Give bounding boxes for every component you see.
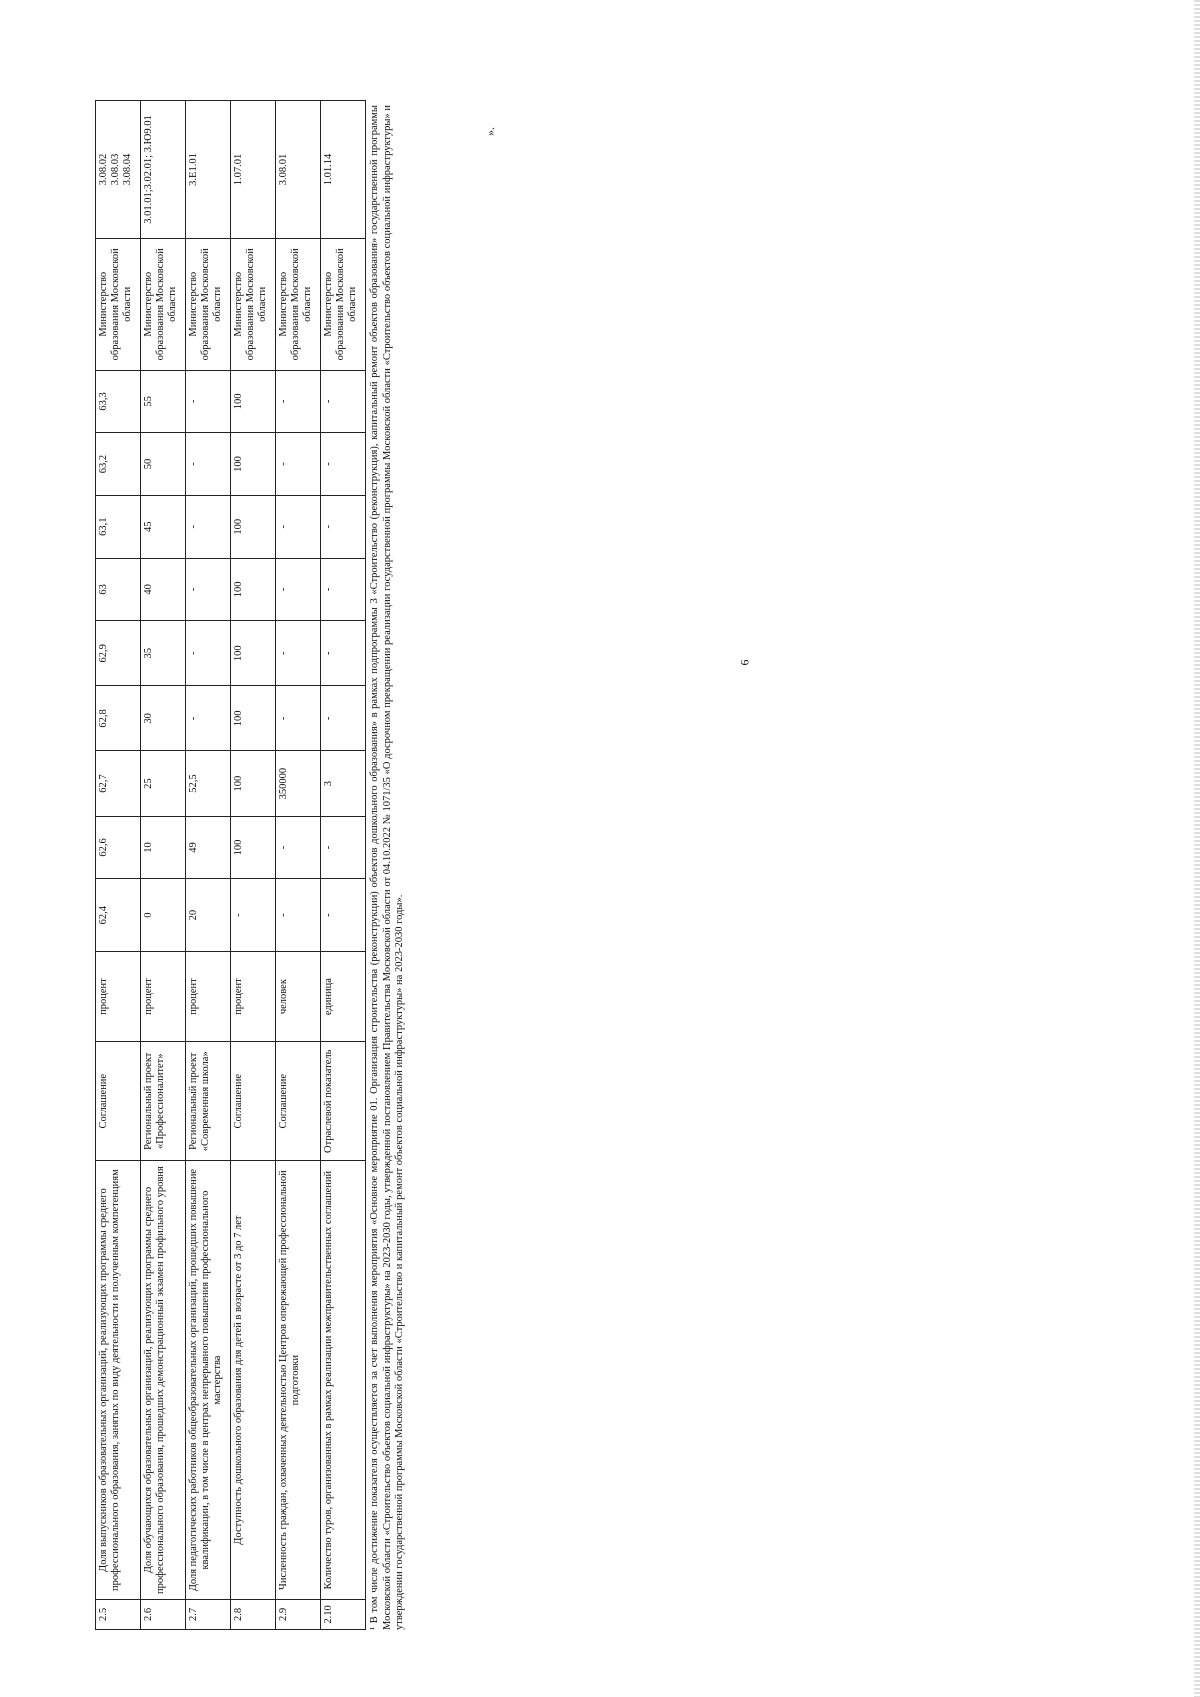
indicator-value: 100 xyxy=(231,495,276,558)
footnote: ¹ В том числе достижение показателя осуществляется за счет выполнения мероприятия «Основное мероприятие 01. Организация строительства (реконструкции) объектов дошкольного образования» в рамках подпрограммы 3 «Строительство (реконструкция), капитальный ремонт объектов образования» государственной программы Московской области «Строительство объектов социальной инфраструктуры» на 2023-2030 годы, утвержденной постановлением Правительства Московской области от 04.10.2022 № 1071/35 «О досрочном прекращении реализации государственной программы Московской области «Строительство объектов социальной инфраструктуры» и утверждении государственной программы Московской области «Строительство и капитальный ремонт объектов социальной инфраструктуры» на 2023-2030 годы». xyxy=(369,105,405,1630)
indicator-value: 62,4 xyxy=(96,879,141,952)
indicator-value: 52,5 xyxy=(186,751,231,816)
indicator-value: 62,6 xyxy=(96,816,141,879)
indicator-value: - xyxy=(276,433,321,496)
indicator-value: - xyxy=(321,686,366,751)
indicator-value: - xyxy=(231,879,276,952)
indicator-value: - xyxy=(276,495,321,558)
indicator-value: 0 xyxy=(141,879,186,952)
indicator-value: 49 xyxy=(186,816,231,879)
indicator-value: - xyxy=(276,686,321,751)
row-number: 2.8 xyxy=(231,1599,276,1629)
indicator-source: Региональный проект «Современная школа» xyxy=(186,1042,231,1161)
indicator-name: Доля обучающихся образовательных организаций, реализующих программы среднего профессионального образования, прошедших демонстрационный экзамен профильного уровня xyxy=(141,1161,186,1600)
indicator-value: - xyxy=(321,879,366,952)
indicator-value: - xyxy=(321,370,366,433)
scan-edge xyxy=(1194,0,1200,1697)
event-codes: 3.01.01;3.02.01; 3.Ю9.01 xyxy=(141,101,186,239)
indicator-value: 62,9 xyxy=(96,621,141,686)
indicator-value: 63 xyxy=(96,558,141,621)
indicator-value: 100 xyxy=(231,621,276,686)
responsible-body: Министерство образования Московской области xyxy=(276,238,321,370)
table-row xyxy=(321,101,366,1630)
indicator-value: 25 xyxy=(141,751,186,816)
unit-of-measure: человек xyxy=(276,952,321,1042)
table-row xyxy=(141,101,186,1630)
indicator-name: Доля выпускников образовательных организаций, реализующих программы среднего профессионального образования, занятых по виду деятельности и полученным компетенциям xyxy=(96,1161,141,1600)
indicator-source: Региональный проект «Профессионалитет» xyxy=(141,1042,186,1161)
indicator-value: - xyxy=(276,879,321,952)
unit-of-measure: процент xyxy=(141,952,186,1042)
responsible-body: Министерство образования Московской области xyxy=(231,238,276,370)
indicator-value: 30 xyxy=(141,686,186,751)
responsible-body: Министерство образования Московской области xyxy=(141,238,186,370)
indicator-name: Доля педагогических работников общеобразовательных организаций, прошедших повышение квалификации, в том числе в центрах непрерывного повышения профессионального мастерства xyxy=(186,1161,231,1600)
indicator-value: - xyxy=(186,495,231,558)
responsible-body: Министерство образования Московской области xyxy=(96,238,141,370)
indicator-value: - xyxy=(321,495,366,558)
event-codes: 3.E1.01 xyxy=(186,101,231,239)
indicator-value: - xyxy=(276,816,321,879)
indicator-value: - xyxy=(276,370,321,433)
closing-quote: ». xyxy=(483,127,497,136)
indicator-value: 62,7 xyxy=(96,751,141,816)
indicator-value: 50 xyxy=(141,433,186,496)
unit-of-measure: процент xyxy=(231,952,276,1042)
responsible-body: Министерство образования Московской области xyxy=(186,238,231,370)
indicator-value: 10 xyxy=(141,816,186,879)
indicators-table xyxy=(95,100,366,1630)
indicator-name: Численность граждан, охваченных деятельностью Центров опережающей профессиональной подготовки xyxy=(276,1161,321,1600)
indicator-source: Отраслевой показатель xyxy=(321,1042,366,1161)
indicator-value: 35 xyxy=(141,621,186,686)
indicator-value: - xyxy=(186,433,231,496)
indicator-value: 55 xyxy=(141,370,186,433)
indicator-value: 100 xyxy=(231,433,276,496)
indicator-value: - xyxy=(186,621,231,686)
indicator-value: 63,3 xyxy=(96,370,141,433)
indicator-value: - xyxy=(321,621,366,686)
indicator-value: 100 xyxy=(231,558,276,621)
indicator-value: - xyxy=(186,370,231,433)
table-row xyxy=(96,101,141,1630)
event-codes: 3.08.02 3.08.03 3.08.04 xyxy=(96,101,141,239)
indicator-value: - xyxy=(321,558,366,621)
indicator-value: - xyxy=(276,621,321,686)
row-number: 2.6 xyxy=(141,1599,186,1629)
indicator-value: - xyxy=(276,558,321,621)
indicator-value: 100 xyxy=(231,370,276,433)
event-codes: 1.01.14 xyxy=(321,101,366,239)
indicator-value: 20 xyxy=(186,879,231,952)
indicator-value: 100 xyxy=(231,816,276,879)
indicator-source: Соглашение xyxy=(96,1042,141,1161)
row-number: 2.10 xyxy=(321,1599,366,1629)
event-codes: 1.07.01 xyxy=(231,101,276,239)
unit-of-measure: единица xyxy=(321,952,366,1042)
event-codes: 3.08.01 xyxy=(276,101,321,239)
table-row xyxy=(231,101,276,1630)
row-number: 2.5 xyxy=(96,1599,141,1629)
unit-of-measure: процент xyxy=(96,952,141,1042)
row-number: 2.9 xyxy=(276,1599,321,1629)
page-number: 6 xyxy=(737,659,752,666)
table-row xyxy=(186,101,231,1630)
rotated-table-block xyxy=(95,100,545,1630)
indicator-value: 40 xyxy=(141,558,186,621)
unit-of-measure: процент xyxy=(186,952,231,1042)
indicator-source: Соглашение xyxy=(276,1042,321,1161)
indicator-value: 350000 xyxy=(276,751,321,816)
indicator-value: 62,8 xyxy=(96,686,141,751)
indicator-value: - xyxy=(186,558,231,621)
indicator-value: - xyxy=(186,686,231,751)
row-number: 2.7 xyxy=(186,1599,231,1629)
indicator-value: 63,1 xyxy=(96,495,141,558)
indicator-value: 45 xyxy=(141,495,186,558)
indicator-name: Количество туров, организованных в рамках реализации межправительственных соглашений xyxy=(321,1161,366,1600)
indicator-name: Доступность дошкольного образования для детей в возрасте от 3 до 7 лет xyxy=(231,1161,276,1600)
indicator-source: Соглашение xyxy=(231,1042,276,1161)
indicator-value: 63,2 xyxy=(96,433,141,496)
responsible-body: Министерство образования Московской области xyxy=(321,238,366,370)
indicator-value: - xyxy=(321,816,366,879)
indicator-value: 100 xyxy=(231,686,276,751)
indicator-value: - xyxy=(321,433,366,496)
indicator-value: 100 xyxy=(231,751,276,816)
indicator-value: 3 xyxy=(321,751,366,816)
table-row xyxy=(276,101,321,1630)
